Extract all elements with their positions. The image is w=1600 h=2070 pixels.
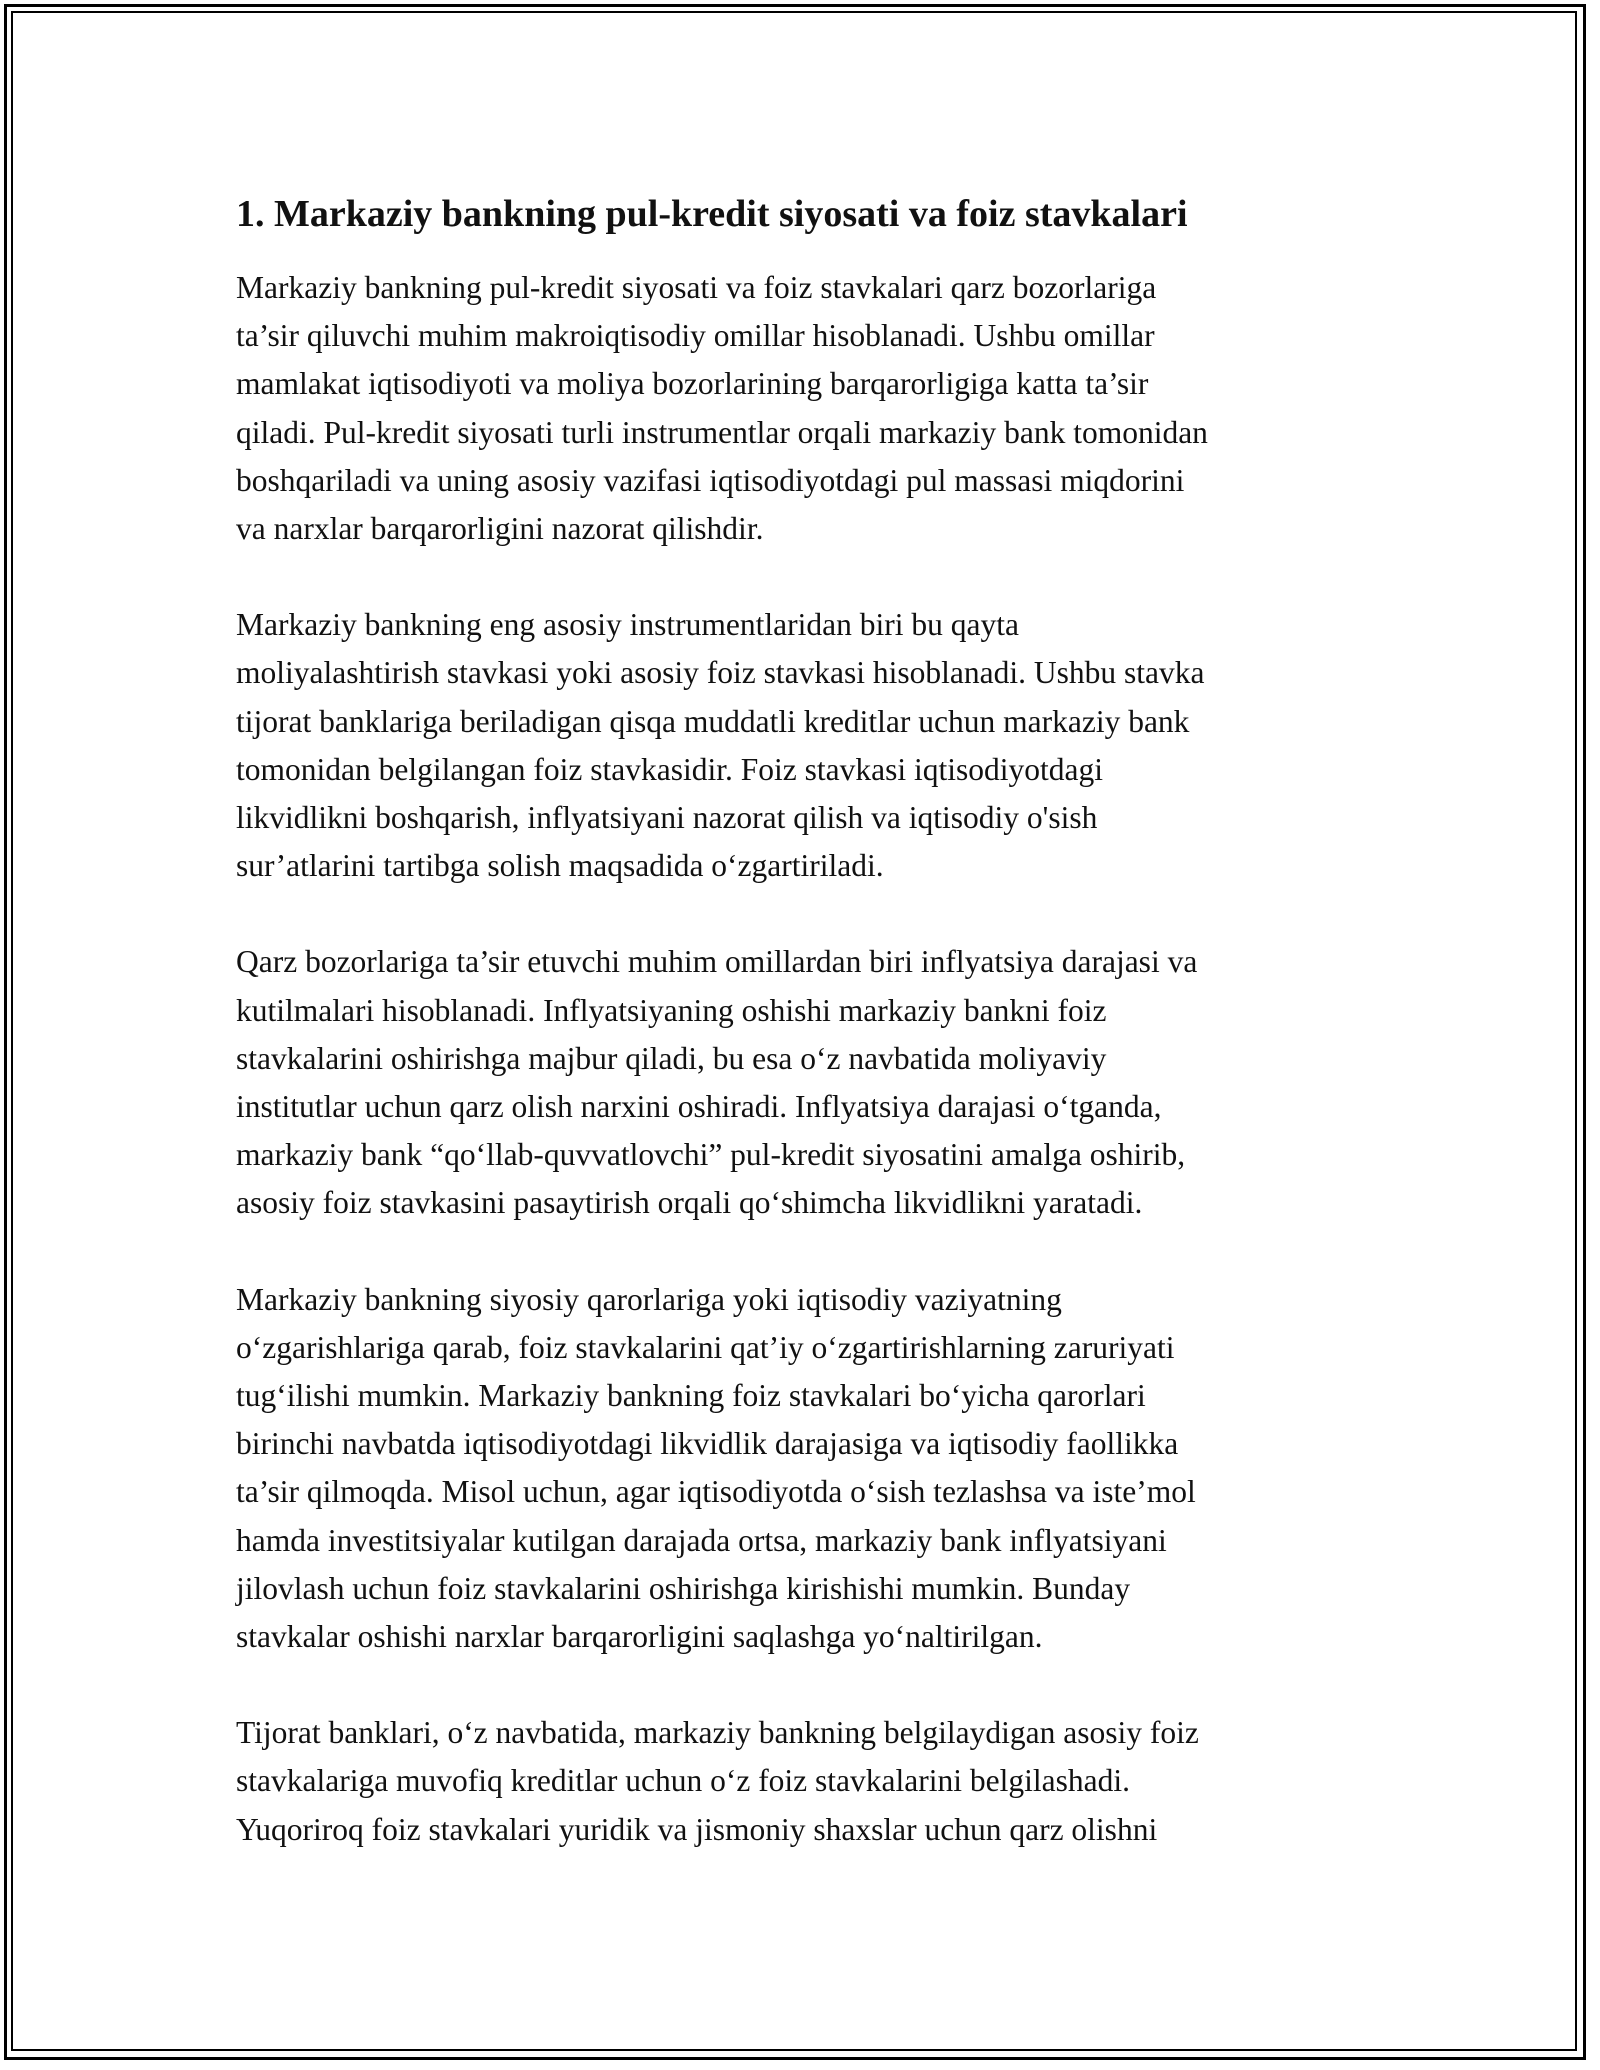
text-line: stavkalarini oshirishga majbur qiladi, bu esa o‘z navbatida moliyaviy — [236, 1040, 1107, 1076]
paragraph-4 — [236, 1276, 1371, 1662]
text-line: jilovlash uchun foiz stavkalarini oshirishga kirishishi mumkin. Bunday — [236, 1570, 1131, 1606]
text-line: ta’sir qilmoqda. Misol uchun, agar iqtisodiyotda o‘sish tezlashsa va iste’mol — [236, 1474, 1196, 1510]
paragraph-3 — [236, 938, 1371, 1227]
text-line: ta’sir qiluvchi muhim makroiqtisodiy omillar hisoblanadi. Ushbu omillar — [236, 318, 1155, 354]
text-line: Markaziy bankning pul-kredit siyosati va foiz stavkalari qarz bozorlariga — [236, 270, 1157, 305]
text-line: Markaziy bankning eng asosiy instrumentlaridan biri bu qayta — [236, 607, 1019, 643]
text-line: tomonidan belgilangan foiz stavkasidir. Foiz stavkasi iqtisodiyotdagi — [236, 751, 1104, 787]
text-line: Markaziy bankning siyosiy qarorlariga yoki iqtisodiy vaziyatning — [236, 1281, 1062, 1317]
text-line: va narxlar barqarorligini nazorat qilishdir. — [236, 511, 764, 547]
text-line: likvidlikni boshqarish, inflyatsiyani nazorat qilish va iqtisodiy o'sish — [236, 800, 1098, 836]
text-line: qiladi. Pul-kredit siyosati turli instrumentlar orqali markaziy bank tomonidan — [236, 414, 1208, 450]
text-line: birinchi navbatda iqtisodiyotdagi likvidlik darajasiga va iqtisodiy faollikka — [236, 1426, 1179, 1462]
text-line: mamlakat iqtisodiyoti va moliya bozorlarining barqarorligiga katta ta’sir — [236, 366, 1149, 402]
paragraph-2 — [236, 601, 1371, 890]
text-line: kutilmalari hisoblanadi. Inflyatsiyaning oshishi markaziy bankni foiz — [236, 992, 1107, 1028]
text-line: Qarz bozorlariga ta’sir etuvchi muhim omillardan biri inflyatsiya darajasi va — [236, 944, 1198, 980]
document-body — [236, 190, 1371, 1902]
paragraph-5 — [236, 1709, 1371, 1854]
text-line: institutlar uchun qarz olish narxini oshiradi. Inflyatsiya darajasi o‘tganda, — [236, 1089, 1162, 1125]
text-line: tug‘ilishi mumkin. Markaziy bankning foiz stavkalari bo‘yicha qarorlari — [236, 1378, 1146, 1414]
paragraph-1 — [236, 264, 1371, 553]
text-line: moliyalashtirish stavkasi yoki asosiy foiz stavkasi hisoblanadi. Ushbu stavka — [236, 655, 1205, 691]
text-line: boshqariladi va uning asosiy vazifasi iqtisodiyotdagi pul massasi miqdorini — [236, 462, 1185, 498]
text-line: stavkalariga muvofiq kreditlar uchun o‘z foiz stavkalarini belgilashadi. — [236, 1763, 1130, 1799]
text-line: sur’atlarini tartibga solish maqsadida o‘zgartiriladi. — [236, 848, 884, 884]
text-line: tijorat banklariga beriladigan qisqa muddatli kreditlar uchun markaziy bank — [236, 703, 1190, 739]
text-line: Yuqoriroq foiz stavkalari yuridik va jismoniy shaxslar uchun qarz olishni — [236, 1811, 1158, 1847]
text-line: asosiy foiz stavkasini pasaytirish orqali qo‘shimcha likvidlikni yaratadi. — [236, 1185, 1143, 1221]
text-line: Tijorat banklari, o‘z navbatida, markaziy bankning belgilaydigan asosiy foiz — [236, 1715, 1199, 1751]
text-line: o‘zgarishlariga qarab, foiz stavkalarini qat’iy o‘zgartirishlarning zaruriyati — [236, 1329, 1175, 1365]
text-line: hamda investitsiyalar kutilgan darajada ortsa, markaziy bank inflyatsiyani — [236, 1522, 1167, 1558]
section-title: 1. Markaziy bankning pul-kredit siyosati va foiz stavkalari — [236, 193, 1188, 235]
text-line: stavkalar oshishi narxlar barqarorligini saqlashga yo‘naltirilgan. — [236, 1619, 1043, 1655]
text-line: markaziy bank “qo‘llab-quvvatlovchi” pul-kredit siyosatini amalga oshirib, — [236, 1137, 1186, 1173]
